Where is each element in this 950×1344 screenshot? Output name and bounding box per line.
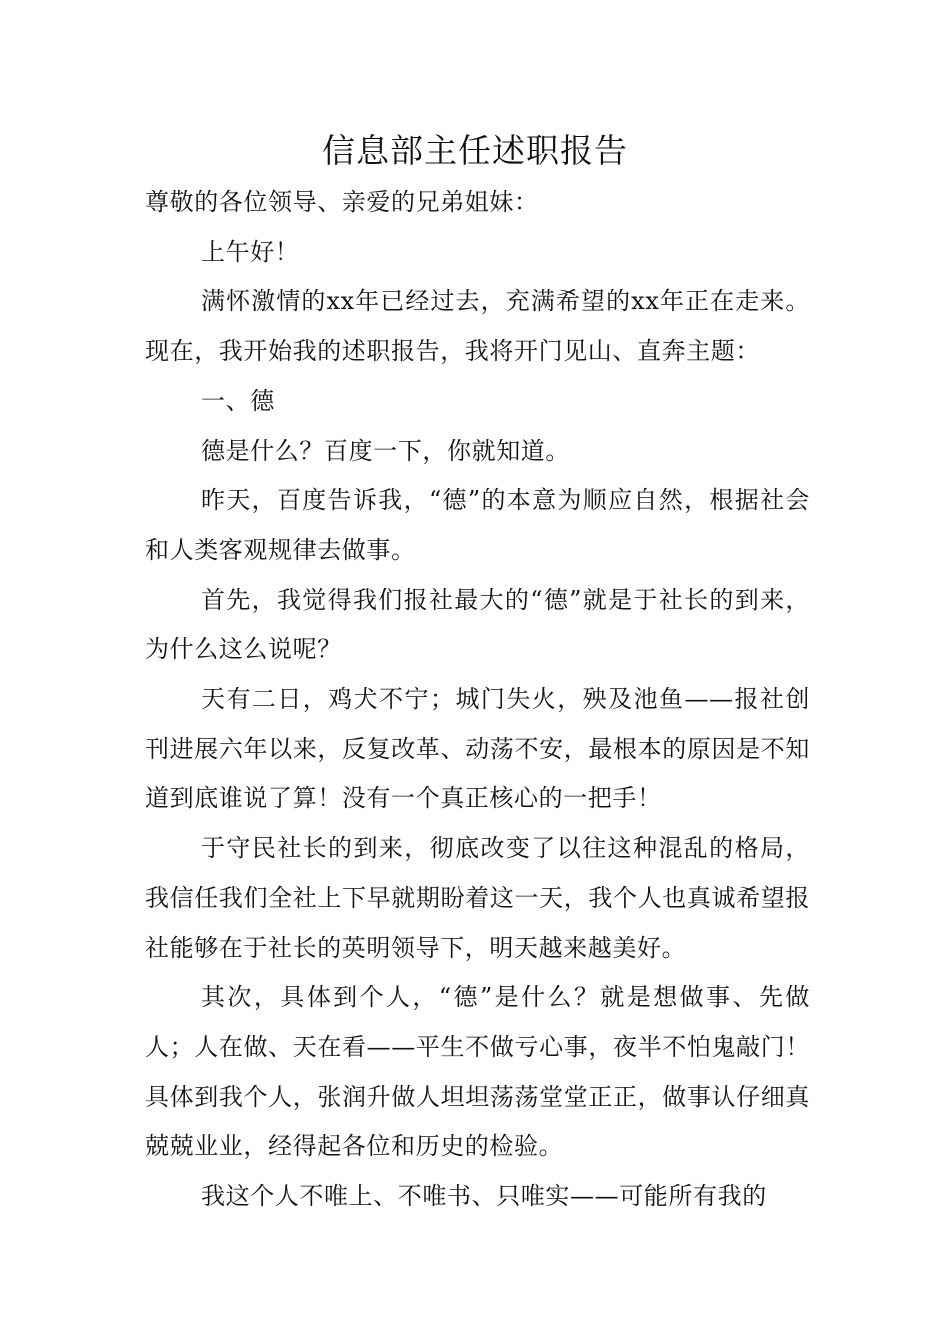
- paragraph-greeting: 上午好！: [201, 237, 300, 266]
- paragraph: 首先，我觉得我们报社最大的“德”就是于社长的到来，为什么这么说呢？: [145, 585, 810, 664]
- paragraph-intro: 满怀激情的xx年已经过去，充满希望的xx年正在走来。现在，我开始我的述职报告，我将开门见山、直奔主题：: [145, 287, 810, 366]
- document-body: [145, 178, 810, 1222]
- paragraph: 德是什么？百度一下，你就知道。: [201, 436, 570, 465]
- paragraph: 天有二日，鸡犬不宁；城门失火，殃及池鱼——报社创刊进展六年以来，反复改革、动荡不安，最根本的原因是不知道到底谁说了算！没有一个真正核心的一把手！: [145, 685, 810, 813]
- salutation: 尊敬的各位领导、亲爱的兄弟姐妹：: [145, 188, 539, 216]
- paragraph: 于守民社长的到来，彻底改变了以往这种混乱的格局，我信任我们全社上下早就期盼着这一天，我个人也真诚希望报社能够在于社长的英明领导下，明天越来越美好。: [145, 834, 810, 962]
- paragraph: 我这个人不唯上、不唯书、只唯实——可能所有我的: [201, 1182, 767, 1211]
- document-title: 信息部主任述职报告: [322, 131, 628, 170]
- paragraph: 其次，具体到个人，“德”是什么？就是想做事、先做人；人在做、天在看——平生不做亏心事，夜半不怕鬼敲门！具体到我个人，张润升做人坦坦荡荡堂堂正正，做事认仔细真兢兢业业，经得起各位和历史的检验。: [145, 983, 810, 1161]
- section-heading-virtue: 一、德: [201, 386, 275, 415]
- paragraph: 昨天，百度告诉我，“德”的本意为顺应自然，根据社会和人类客观规律去做事。: [145, 486, 810, 564]
